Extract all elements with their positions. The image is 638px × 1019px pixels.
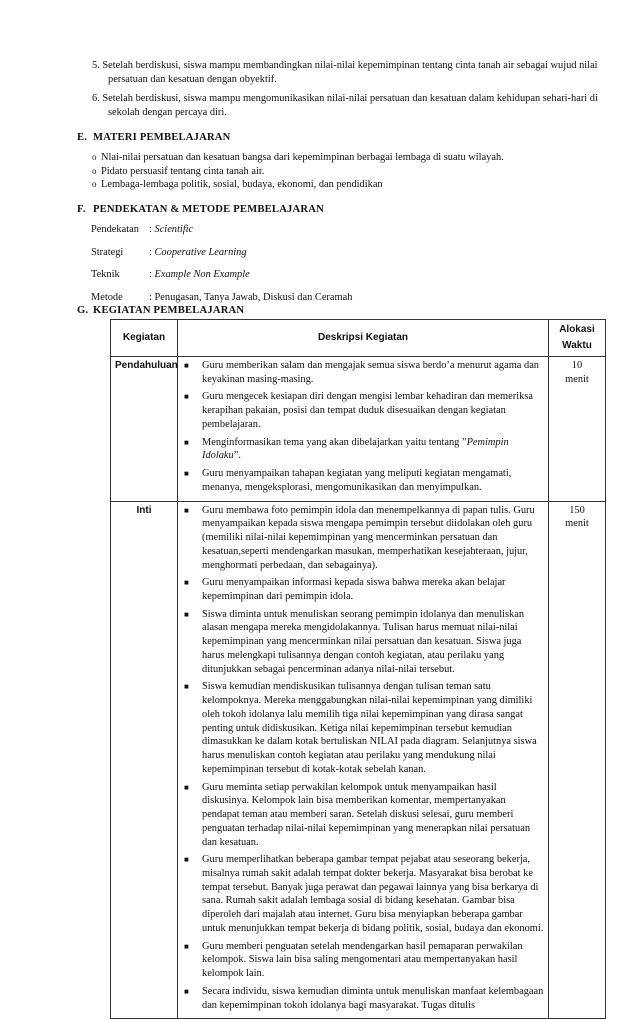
list-item: ■ Guru mengecek kesiapan diri dengan mengisi lembar kehadiran dan memeriksa kerapihan pakaian, posisi dan tempat duduk disesuaikan dengan kegiatan pembelajaran. <box>184 391 533 430</box>
materi-item <box>92 151 607 165</box>
circle-bullet-icon: o <box>92 151 97 162</box>
circle-bullet-icon: o <box>92 179 97 190</box>
phase-label: Inti <box>111 501 178 1019</box>
approach-row <box>91 291 607 305</box>
approach-value: : Example Non Example <box>149 269 250 281</box>
materi-text: Nlai-nilai persatuan dan kesatuan bangsa dari kepemimpinan berbagai lembaga di suatu wilayah. <box>101 151 504 163</box>
approach-key: Teknik <box>91 269 120 281</box>
goal-item <box>92 92 600 119</box>
section-heading <box>77 304 607 318</box>
section-materi <box>77 131 607 192</box>
list-item: ■ Menginformasikan tema yang akan dibelajarkan yaitu tentang ”Pemimpin Idolaku”. <box>184 436 509 462</box>
square-bullet-icon: ■ <box>184 578 189 588</box>
list-item: ■ Guru memberikan salam dan mengajak semua siswa berdo’a menurut agama dan keyakinan masing-masing. <box>184 360 540 385</box>
approach-row <box>91 223 607 237</box>
materi-item <box>92 178 607 192</box>
square-bullet-icon: ■ <box>184 469 189 479</box>
header-kegiatan: Kegiatan <box>111 320 178 357</box>
goal-number: 6. <box>92 93 100 105</box>
table-row <box>111 357 606 502</box>
materi-list <box>77 151 607 192</box>
materi-item <box>92 165 607 179</box>
square-bullet-icon: ■ <box>184 392 189 402</box>
approach-row <box>91 268 607 282</box>
square-bullet-icon: ■ <box>184 782 189 792</box>
section-pendekatan <box>77 203 607 314</box>
kegiatan-table <box>110 319 606 1019</box>
section-title: PENDEKATAN & METODE PEMBELAJARAN <box>93 204 324 215</box>
table-row <box>111 501 606 1019</box>
section-title: MATERI PEMBELAJARAN <box>93 132 231 143</box>
goal-number: 5. <box>92 60 100 71</box>
approach-value: : Cooperative Learning <box>149 246 247 258</box>
header-alokasi: Alokasi Waktu <box>549 320 606 357</box>
square-bullet-icon: ■ <box>184 941 189 951</box>
list-item: ■ Siswa kemudian mendiskusikan tulisannya dengan tulisan teman satu kelompoknya. Mereka menggabungkan nilai-nilai kepemimpinan yang dimiliki oleh tokoh idolanya lalu memilih tiga nilai kepemimpinan yang dirasa sangat penting untuk didiskusikan. Ketiga nilai kepemimpinan tersebut kemudian dimasukkan ke dalam kotak bertuliskan NILAI pada diagram. Selanjutnya siswa harus menuliskan contoh kegiatan atau perilaku yang mendukung nilai kepemimpinan tersebut di kotak-kotak sebelah kanan. <box>184 681 537 775</box>
square-bullet-icon: ■ <box>184 855 189 865</box>
section-heading <box>77 131 607 145</box>
square-bullet-icon: ■ <box>184 682 189 692</box>
list-item: ■ Guru membawa foto pemimpin idola dan menempelkannya di papan tulis. Guru menyampaikan kepada siswa mengapa pemimpin tersebut diidolakan oleh guru (memiliki nilai-nilai kepemimpinan yang mencerminkan persatuan dan kesatuan,seperti mendengarkan masukan, memperhatikan kesejahteraan, jujur, menghormati perbedaan, dan sebagainya). <box>184 504 535 571</box>
circle-bullet-icon: o <box>92 165 97 176</box>
materi-text: Lembaga-lembaga politik, sosial, budaya, ekonomi, dan pendidikan <box>101 179 383 191</box>
section-letter: G. <box>77 305 89 316</box>
section-letter: E. <box>77 132 88 143</box>
activity-description <box>178 501 549 1019</box>
list-item: ■ Siswa diminta untuk menuliskan seorang pemimpin idolanya dan menuliskan alasan mengapa mereka mengidolakannya. Tulisan harus memuat nilai-nilai kepemimpinan yang mencerminkan nilai persatuan dan kesatuan. Siswa juga harus melengkapi tulisannya dengan contoh kegiatan, atau perilaku yang ditunjukkan sebagai pencerminan adanya nilai-nilai tersebut. <box>184 608 525 675</box>
section-letter: F. <box>77 204 86 215</box>
square-bullet-icon: ■ <box>184 986 189 996</box>
phase-label: Pendahuluan <box>111 357 178 502</box>
time-allocation: 150 menit <box>549 501 606 1019</box>
square-bullet-icon: ■ <box>184 437 189 447</box>
approach-value: : Scientific <box>149 223 194 235</box>
list-item: ■ Guru memberi penguatan setelah mendengarkan hasil pemaparan perwakilan kelompok. Siswa lain bisa saling mengomentari atau mempertanyakan hasil kelompok lain. <box>184 940 523 980</box>
goal-item <box>92 59 600 86</box>
list-item: ■ Secara individu, siswa kemudian diminta untuk menuliskan manfaat kelembagaan dan kepemimpinan tokoh idolanya bagi masyarakat. Tugas ditulis <box>184 985 544 1011</box>
list-item: ■ Guru menyampaikan informasi kepada siswa bahwa mereka akan belajar kepemimpinan dari pemimpin idola. <box>184 577 506 603</box>
list-item: ■ Guru menyampaikan tahapan kegiatan yang meliputi kegiatan mengamati, menanya, mengeksplorasi, mengomunikasikan dan menyimpulkan. <box>184 468 512 493</box>
approach-list <box>77 223 607 305</box>
approach-key: Strategi <box>91 246 124 258</box>
goal-text: Setelah berdiskusi, siswa mampu mengomunikasikan nilai-nilai persatuan dan kesatuan dalam kehidupan sehari-hari di sekolah dengan percaya diri. <box>102 93 598 119</box>
materi-text: Pidato persuasif tentang cinta tanah air. <box>101 165 265 177</box>
square-bullet-icon: ■ <box>184 609 189 619</box>
list-item: ■ Guru meminta setiap perwakilan kelompok untuk menyampaikan hasil diskusinya. Kelompok lain bisa memberikan komentar, mempertanyakan pendapat teman atau memberi saran. Setelah diskusi selesai, guru memberi penguatan terhadap nilai-nilai kepemimpinan yang menerapkan nilai persatuan dan kesatuan. <box>184 781 531 848</box>
approach-row <box>91 246 607 260</box>
header-deskripsi: Deskripsi Kegiatan <box>178 320 549 357</box>
table-header-row <box>111 320 606 357</box>
list-item: ■ Guru memperlihatkan beberapa gambar tempat pejabat atau seseorang bekerja, misalnya rumah sakit adalah tempat dokter bekerja. Masyarakat bisa berobat ke tempat tersebut. Banyak juga perawat dan pegawai lainnya yang bisa berkarya di sana. Rumah sakit adalah lembaga sosial di bidang kesehatan. Gambar bisa diperoleh dari majalah atau internet. Guru bisa menyiapkan beberapa gambar untuk menunjukkan tempat bekerja di bidang politik, sosial, budaya dan ekonomi. <box>184 854 544 934</box>
approach-key: Metode <box>91 292 123 304</box>
goal-text: Setelah berdiskusi, siswa mampu membandingkan nilai-nilai kepemimpinan tentang cinta tanah air sebagai wujud nilai persatuan dan kesatuan dengan obyektif. <box>102 60 598 85</box>
approach-key: Pendekatan <box>91 223 139 235</box>
approach-value: : Penugasan, Tanya Jawab, Diskusi dan Ceramah <box>149 292 353 304</box>
activity-description <box>178 357 549 502</box>
square-bullet-icon: ■ <box>184 505 189 515</box>
section-title: KEGIATAN PEMBELAJARAN <box>93 305 245 316</box>
time-allocation: 10 menit <box>549 357 606 502</box>
section-heading <box>77 203 607 217</box>
square-bullet-icon: ■ <box>184 361 189 370</box>
learning-goals-list <box>92 59 600 126</box>
